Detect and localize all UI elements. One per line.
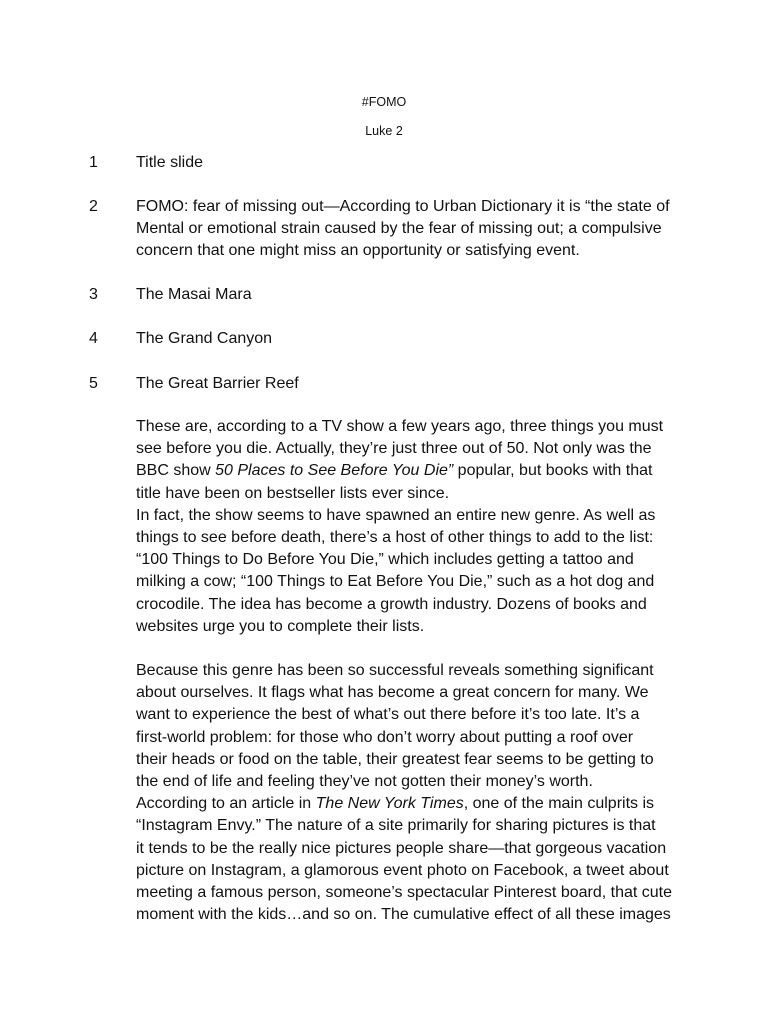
body-line: picture on Instagram, a glamorous event photo on Facebook, a tweet about <box>136 861 669 879</box>
slide-text <box>136 284 681 306</box>
slide-text-line: The Grand Canyon <box>136 330 273 347</box>
slide-text-line: Title slide <box>136 154 203 171</box>
body-line: In fact, the show seems to have spawned an entire new genre. As well as <box>136 506 656 524</box>
body-line: Because this genre has been so successful reveals something significant <box>136 662 654 679</box>
body-line: the end of life and feeling they’ve not gotten their money’s worth. <box>136 772 593 790</box>
body-line <box>136 460 696 482</box>
slide-number: 3 <box>89 286 98 303</box>
slide-text-line: FOMO: fear of missing out—According to Urban Dictionary it is “the state of <box>136 198 670 215</box>
body-line: milking a cow; “100 Things to Eat Before You Die,” such as a hot dog and <box>136 573 655 591</box>
body-paragraph-1 <box>136 416 696 638</box>
body-line: websites urge you to complete their lists. <box>136 617 425 635</box>
slide-text <box>136 373 681 395</box>
body-line: their heads or food on the table, their greatest fear seems to be getting to <box>136 750 654 768</box>
body-line: want to experience the best of what’s out there before it’s too late. It’s a <box>136 706 640 724</box>
slide-text-line: The Masai Mara <box>136 286 252 303</box>
body-line: first-world problem: for those who don’t worry about putting a roof over <box>136 728 634 746</box>
slide-number: 5 <box>89 375 98 392</box>
slide-text-line: concern that one might miss an opportunity or satisfying event. <box>136 242 580 259</box>
body-text: BBC show <box>136 462 216 480</box>
body-text: popular, but books with that <box>453 462 653 480</box>
show-title-italic: 50 Places to See Before You Die” <box>215 462 454 480</box>
body-line: see before you die. Actually, they’re just three out of 50. Not only was the <box>136 440 652 458</box>
body-text: According to an article in <box>136 795 316 813</box>
publication-title-italic: The New York Times <box>315 795 464 813</box>
body-line: “Instagram Envy.” The nature of a site primarily for sharing pictures is that <box>136 817 656 835</box>
slide-text <box>136 328 681 350</box>
slide-text <box>136 152 681 174</box>
body-line <box>136 793 696 815</box>
body-line: “100 Things to Do Before You Die,” which includes getting a tattoo and <box>136 551 634 569</box>
slide-number: 2 <box>89 198 98 215</box>
slide-text-line: Mental or emotional strain caused by the fear of missing out; a compulsive <box>136 220 662 237</box>
document-subtitle: Luke 2 <box>365 124 403 138</box>
slide-number: 1 <box>89 154 98 171</box>
body-line: meeting a famous person, someone’s spectacular Pinterest board, that cute <box>136 883 673 901</box>
body-line: crocodile. The idea has become a growth industry. Dozens of books and <box>136 595 647 613</box>
body-line: things to see before death, there’s a host of other things to add to the list: <box>136 528 654 546</box>
body-line: it tends to be the really nice pictures people share—that gorgeous vacation <box>136 839 667 857</box>
document-title: #FOMO <box>361 95 407 109</box>
body-line: about ourselves. It flags what has become a great concern for many. We <box>136 684 649 702</box>
body-line: These are, according to a TV show a few years ago, three things you must <box>136 418 664 435</box>
body-paragraph-2 <box>136 660 696 926</box>
slide-number: 4 <box>89 330 98 347</box>
body-line: title have been on bestseller lists ever since. <box>136 484 450 502</box>
slide-text-line: The Great Barrier Reef <box>136 375 299 392</box>
slide-text <box>136 196 681 262</box>
body-line: moment with the kids…and so on. The cumulative effect of all these images <box>136 906 671 924</box>
body-text: , one of the main culprits is <box>463 795 655 813</box>
